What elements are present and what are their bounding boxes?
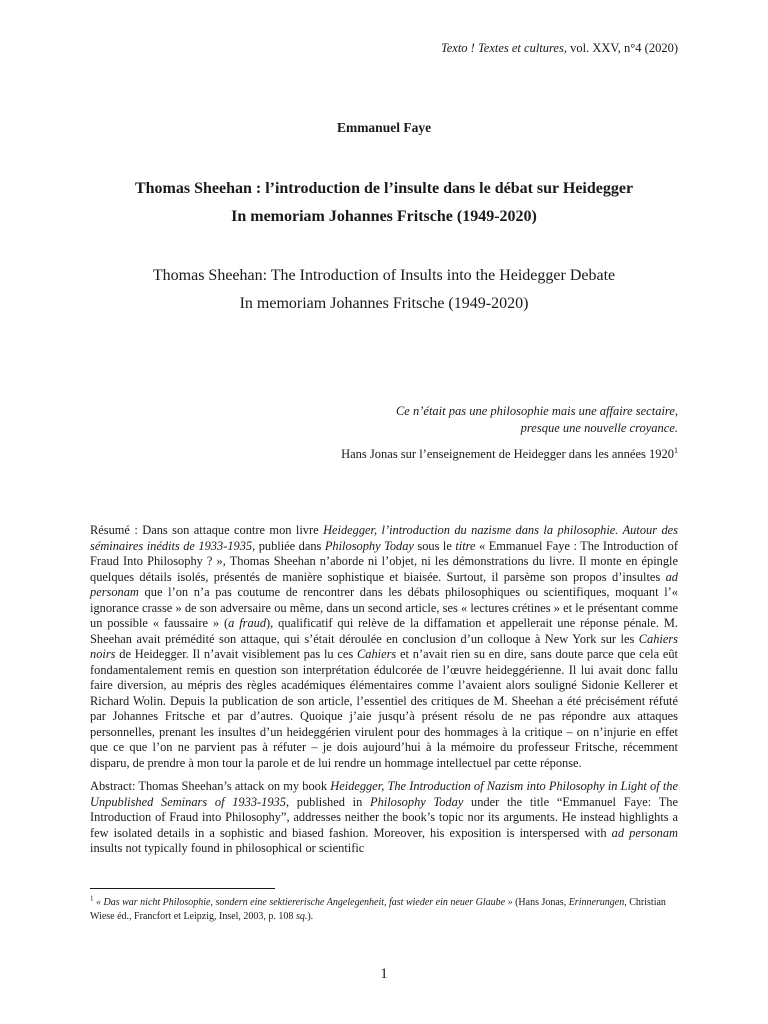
epigraph [258, 403, 678, 463]
epigraph-attribution [258, 446, 678, 463]
footnote-reference[interactable]: 1 [674, 445, 678, 455]
abstract-paragraph: Abstract: Thomas Sheehan’s attack on my book Heidegger, The Introduction of Nazism into Philosophy in Light of the Unpublished Seminars of 1933-1935, published in Philosophy Today under the title “Emmanuel Faye: The Introduction of Fraud into Philosophy”, addresses neither the book’s topic nor its arguments. He instead highlights a few isolated details in a sophistic and biased fashion. Moreover, his exposition is interspersed with ad personam insults not typically found in philosophical or scientific [90, 779, 678, 855]
epigraph-quote-line2: presque une nouvelle croyance. [520, 421, 678, 435]
title-english [0, 262, 768, 318]
title-english-line1: Thomas Sheehan: The Introduction of Insults into the Heidegger Debate [152, 267, 616, 284]
page-number: 1 [380, 966, 388, 982]
journal-name: Texto ! Textes et cultures [440, 41, 564, 55]
title-french-line1: Thomas Sheehan : l’introduction de l’insulte dans le débat sur Heidegger [134, 180, 634, 197]
title-french-line2: In memoriam Johannes Fritsche (1949-2020) [231, 208, 537, 225]
footnote: $^1$ « Das war nicht Philosophie, sondern eine sektiererische Angelegenheit, fast wieder ein neuer Glaube » (Hans Jonas, Erinnerungen, Christian Wiese éd., Francfort et Leipzig, Insel, 2003, p. 108 sq.). [90, 894, 666, 922]
author-name: Emmanuel Faye [336, 120, 432, 135]
running-header [441, 41, 678, 56]
footnote-separator [90, 888, 275, 889]
abstracts [90, 523, 678, 865]
footnote-number: 1 [90, 894, 94, 903]
resume-paragraph: Résumé : Dans son attaque contre mon livre Heidegger, l’introduction du nazisme dans la philosophie. Autour des séminaires inédits de 1933-1935, publiée dans Philosophy Today sous le titre « Emmanuel Faye : The Introduction of Fraud Into Philosophy ? », Thomas Sheehan n’aborde ni l’objet, ni les démonstrations du livre. Il monte en épingle quelques détails isolés, présentés de manière sophistique et biaisée. Surtout, il parsème son propos d’insultes ad personam que l’on n’a pas coutume de rencontrer dans les débats philosophiques ou scientifiques, moquant l’« ignorance crasse » de son adversaire ou même, dans un second article, ses « lectures crétines » et le présentant comme un possible « faussaire » (a fraud), qualificatif qui relève de la diffamation et appellerait une réponse pénale. M. Sheehan avait prémédité son attaque, qui s’était déroulée en conclusion d’un colloque à New York sur les Cahiers noirs de Heidegger. Il n’avait visiblement pas lu ces Cahiers et n’avait rien su en dire, sans doute parce que cela eût fondamentalement remis en question son interprétation édulcorée de l’œuvre heideggérienne. Il lui avait donc fallu faire diversion, au mépris des règles académiques élémentaires comme l’avaient alors souligné Sidonie Kellerer et Richard Wolin. Depuis la publication de son article, l’essentiel des critiques de M. Sheehan a été précisément réfuté par Johannes Fritsche et par d’autres. Quoique j’aie jusqu’à présent résolu de ne pas répondre aux attaques personnelles, prenant les insultes d’un heideggérien virulent pour des hommages à la critique – on n’injurie en effet que ce que l’on ne parvient pas à réfuter – je dois aujourd’hui à la mémoire du professeur Fritsche, récemment disparu, de prendre à mon tour la parole et de lui rendre un hommage intellectuel par cette réponse. [90, 523, 678, 770]
title-english-line2: In memoriam Johannes Fritsche (1949-2020) [239, 295, 529, 312]
journal-issue: , vol. XXV, n°4 (2020) [563, 41, 678, 55]
epigraph-attribution-text: Hans Jonas sur l’enseignement de Heidegger dans les années 1920 [341, 447, 674, 461]
title-french [0, 175, 768, 231]
epigraph-quote-line1: Ce n’était pas une philosophie mais une affaire sectaire, [395, 404, 678, 418]
